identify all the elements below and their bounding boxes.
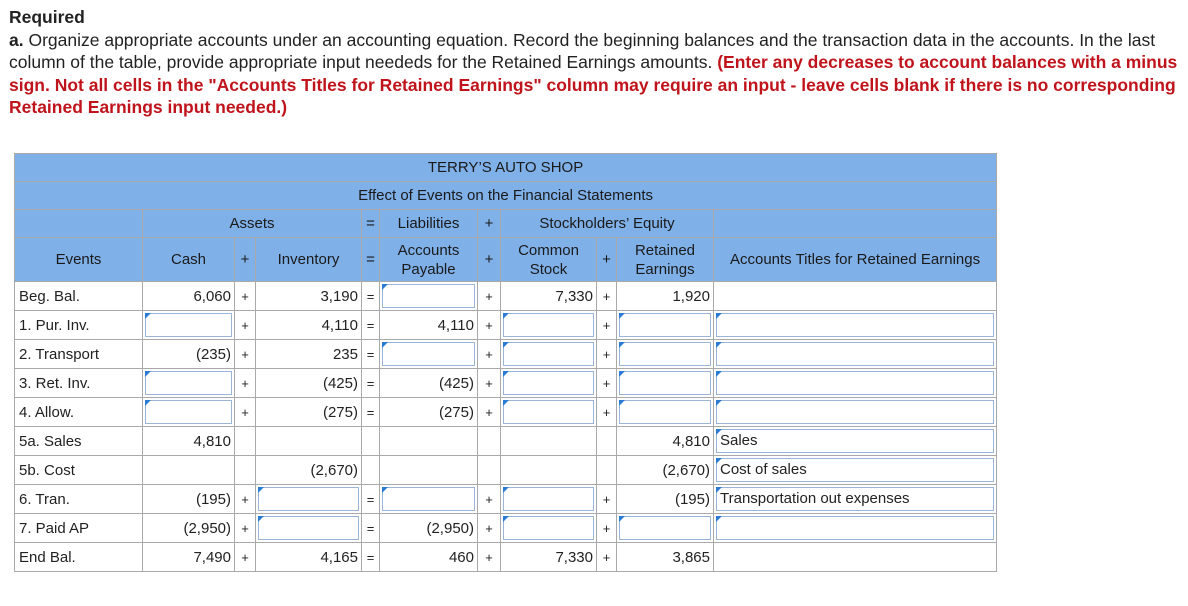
common-stock-cell [501,398,597,427]
accounts-payable-value: (425) [380,369,478,398]
table-row [15,427,997,456]
inventory-value: 235 [256,340,362,369]
equals-sign: = [362,398,380,427]
event-label: 3. Ret. Inv. [15,369,143,398]
table-row [15,369,997,398]
inventory-value: (275) [256,398,362,427]
required-heading: Required [9,7,85,27]
cash-value: 7,490 [143,543,235,572]
accounts-payable-empty [380,456,478,485]
event-label: 1. Pur. Inv. [15,311,143,340]
account-title-input[interactable]: Transportation out expenses [716,487,994,511]
equals-sign: = [362,543,380,572]
assets-header: Assets [143,210,362,238]
common-stock-empty [501,427,597,456]
common-stock-input[interactable] [503,516,594,540]
retained-earnings-value: 1,920 [617,282,714,311]
accounts-payable-input[interactable] [382,342,475,366]
table-row [15,398,997,427]
account-title-cell [714,427,997,456]
account-title-cell [714,340,997,369]
account-title-input[interactable]: Sales [716,429,994,453]
retained-earnings-value: 4,810 [617,427,714,456]
instructions-text: Organize appropriate accounts under an accounting equation. Record the beginning balances and the transaction data in the accounts. In the last column of the table, provide appropriate input neededs for the Retained Earnings amounts. [9,29,1156,73]
account-title-input[interactable] [716,516,994,540]
plus-sign: + [478,485,501,514]
table-row [15,311,997,340]
common-stock-empty [501,456,597,485]
inventory-value: 3,190 [256,282,362,311]
retained-earnings-input[interactable] [619,342,711,366]
cash-value: (195) [143,485,235,514]
plus-sign: + [478,340,501,369]
common-stock-cell [501,485,597,514]
equity-header: Stockholders’ Equity [501,210,714,238]
inventory-value: 4,165 [256,543,362,572]
plus-sign: + [597,485,617,514]
retained-earnings-input[interactable] [619,371,711,395]
cash-value: 6,060 [143,282,235,311]
events-header: Events [15,238,143,282]
accounts-payable-cell [380,282,478,311]
equals-sign: = [362,514,380,543]
common-stock-input[interactable] [503,487,594,511]
event-label: 4. Allow. [15,398,143,427]
inventory-value: (2,670) [256,456,362,485]
company-name: TERRY’S AUTO SHOP [15,154,997,182]
empty-operator-cell [235,427,256,456]
retained-earnings-value: 3,865 [617,543,714,572]
equals-sign: = [362,282,380,311]
common-stock-input[interactable] [503,400,594,424]
cash-input[interactable] [145,371,232,395]
instructions-paragraph [9,29,1181,119]
account-title-input[interactable] [716,371,994,395]
inventory-cell [256,485,362,514]
table-row [15,282,997,311]
account-title-cell [714,456,997,485]
common-stock-cell [501,369,597,398]
table-row [15,485,997,514]
retained-earnings-value: (2,670) [617,456,714,485]
empty-operator-cell [235,456,256,485]
accounts-payable-value: (275) [380,398,478,427]
common-stock-cell [501,514,597,543]
accounts-payable-input[interactable] [382,487,475,511]
retained-earnings-cell [617,340,714,369]
equals-sign: = [362,210,380,238]
plus-sign: + [597,238,617,282]
empty-operator-cell [478,427,501,456]
retained-earnings-cell [617,369,714,398]
plus-sign: + [478,311,501,340]
inventory-cell [256,514,362,543]
retained-earnings-input[interactable] [619,400,711,424]
plus-sign: + [235,238,256,282]
liabilities-header: Liabilities [380,210,478,238]
inventory-input[interactable] [258,516,359,540]
account-title-input[interactable] [716,400,994,424]
event-label: Beg. Bal. [15,282,143,311]
accounts-payable-input[interactable] [382,284,475,308]
plus-sign: + [597,398,617,427]
account-title-empty [714,282,997,311]
event-label: 7. Paid AP [15,514,143,543]
event-label: 5b. Cost [15,456,143,485]
event-label: 5a. Sales [15,427,143,456]
common-stock-cell [501,311,597,340]
accounts-payable-header: Accounts Payable [380,238,478,282]
accounts-payable-value: (2,950) [380,514,478,543]
common-stock-input[interactable] [503,342,594,366]
event-label: 6. Tran. [15,485,143,514]
plus-sign: + [597,311,617,340]
plus-sign: + [597,514,617,543]
account-title-cell [714,369,997,398]
cash-header: Cash [143,238,235,282]
plus-sign: + [235,282,256,311]
account-title-input[interactable] [716,342,994,366]
account-title-cell [714,514,997,543]
equals-sign: = [362,485,380,514]
inventory-value: 4,110 [256,311,362,340]
plus-sign: + [235,485,256,514]
account-title-cell [714,311,997,340]
empty-operator-cell [478,456,501,485]
common-stock-value: 7,330 [501,282,597,311]
retained-earnings-value: (195) [617,485,714,514]
retained-earnings-cell [617,514,714,543]
plus-sign: + [478,282,501,311]
part-label: a. [9,29,24,50]
plus-sign: + [478,238,501,282]
equals-sign: = [362,340,380,369]
cash-empty [143,456,235,485]
plus-sign: + [235,514,256,543]
cash-value: 4,810 [143,427,235,456]
equals-sign: = [362,311,380,340]
event-label: 2. Transport [15,340,143,369]
accounts-payable-value: 4,110 [380,311,478,340]
common-stock-input[interactable] [503,371,594,395]
retained-earnings-input[interactable] [619,516,711,540]
plus-sign: + [597,543,617,572]
plus-sign: + [478,543,501,572]
cash-value: (2,950) [143,514,235,543]
plus-sign: + [235,543,256,572]
accounts-payable-empty [380,427,478,456]
plus-sign: + [235,340,256,369]
plus-sign: + [597,369,617,398]
accounts-payable-value: 460 [380,543,478,572]
instructions [9,6,1181,119]
empty-operator-cell [597,427,617,456]
account-title-cell [714,485,997,514]
common-stock-input[interactable] [503,313,594,337]
plus-sign: + [235,369,256,398]
empty-operator-cell [362,427,380,456]
cash-value: (235) [143,340,235,369]
accounts-payable-cell [380,485,478,514]
empty-operator-cell [362,456,380,485]
equals-sign: = [362,369,380,398]
account-title-cell [714,398,997,427]
retained-earnings-header: Retained Earnings [617,238,714,282]
common-stock-header: Common Stock [501,238,597,282]
inventory-value: (425) [256,369,362,398]
plus-sign: + [597,282,617,311]
statement-title: Effect of Events on the Financial Statements [15,182,997,210]
account-title-input[interactable] [716,313,994,337]
retained-earnings-cell [617,398,714,427]
instructions-note: (Enter any decreases to account balances with a minus sign. Not all cells in the "Accounts Titles for Retained Earnings" column may require an input - leave cells blank if there is no corresponding Retained Earnings input needed.) [9,52,1178,118]
equals-sign: = [362,238,380,282]
table-row [15,340,997,369]
inventory-header: Inventory [256,238,362,282]
retained-earnings-input[interactable] [619,313,711,337]
retained-earnings-cell [617,311,714,340]
inventory-empty [256,427,362,456]
account-title-input[interactable]: Cost of sales [716,458,994,482]
common-stock-cell [501,340,597,369]
account-titles-header: Accounts Titles for Retained Earnings [714,238,997,282]
plus-sign: + [597,340,617,369]
inventory-input[interactable] [258,487,359,511]
plus-sign: + [478,514,501,543]
common-stock-value: 7,330 [501,543,597,572]
cash-input[interactable] [145,313,232,337]
worksheet-table [14,153,997,572]
account-title-empty [714,543,997,572]
table-row [15,456,997,485]
plus-sign: + [478,369,501,398]
plus-sign: + [478,398,501,427]
plus-sign: + [235,311,256,340]
empty-operator-cell [597,456,617,485]
plus-sign: + [235,398,256,427]
table-row [15,514,997,543]
cash-cell [143,311,235,340]
event-label: End Bal. [15,543,143,572]
table-row [15,543,997,572]
plus-sign: + [478,210,501,238]
accounts-payable-cell [380,340,478,369]
cash-cell [143,369,235,398]
cash-cell [143,398,235,427]
cash-input[interactable] [145,400,232,424]
